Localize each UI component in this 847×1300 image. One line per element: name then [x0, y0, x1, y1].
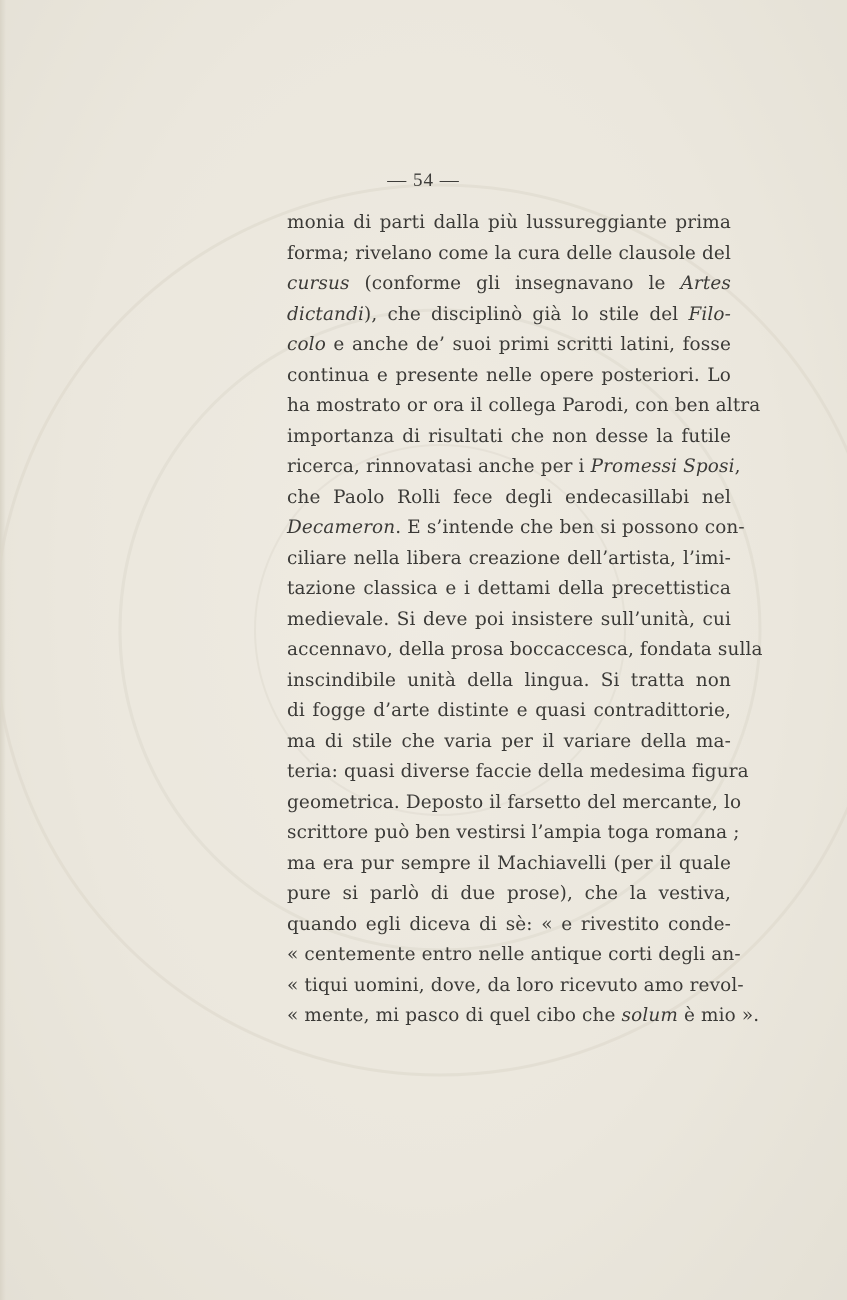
text-line [287, 849, 731, 880]
text-line [287, 452, 741, 483]
text-line [287, 605, 731, 636]
text-line [287, 666, 731, 697]
text-segment: forma; rivelano come la cura delle clausole del [287, 242, 731, 264]
text-line [287, 361, 731, 392]
text-line [287, 483, 731, 514]
text-line [287, 1001, 760, 1032]
text-segment: ricerca, rinnovatasi anche per i [287, 456, 591, 477]
text-line [287, 391, 761, 422]
text-line [287, 971, 744, 1002]
text-segment: « tiqui uomini, dove, da loro ricevuto amo revol- [287, 974, 744, 996]
text-segment: accennavo, della prosa boccaccesca, fondata sulla [287, 639, 763, 660]
text-segment: e anche de’ suoi primi scritti latini, fosse [325, 334, 731, 355]
text-line [287, 269, 731, 300]
text-segment: tazione classica e i dettami della precettistica [287, 578, 731, 599]
text-line [287, 574, 731, 605]
text-line [287, 696, 731, 727]
text-segment: monia di parti dalla più lussureggiante prima [287, 212, 731, 233]
text-segment: . E s’intende che ben si possono con- [395, 517, 745, 538]
text-segment: ma era pur sempre il Machiavelli (per il quale [287, 852, 731, 874]
text-segment: importanza di risultati che non desse la futile [287, 425, 731, 447]
text-line [287, 940, 741, 971]
text-segment: teria: quasi diverse faccie della medesima figura [287, 761, 749, 782]
italic-text: Filo- [688, 303, 731, 325]
text-segment: ), che disciplinò già lo stile del [364, 303, 689, 325]
text-line [287, 208, 731, 239]
text-segment: ciliare nella libera creazione dell’artista, l’imi- [287, 547, 731, 569]
text-line [287, 513, 745, 544]
text-line [287, 757, 749, 788]
text-segment: , [734, 456, 741, 477]
text-segment: medievale. Si deve poi insistere sull’unità, cui [287, 608, 731, 630]
text-segment: « centemente entro nelle antique corti degli an- [287, 944, 741, 965]
text-line [287, 635, 763, 666]
text-segment: ha mostrato or ora il collega Parodi, con ben altra [287, 395, 761, 416]
text-line [287, 818, 740, 849]
text-segment: (conforme gli insegnavano le [349, 273, 681, 294]
text-segment: « mente, mi pasco di quel cibo che [287, 1005, 622, 1026]
text-segment: pure si parlò di due prose), che la vestiva, [287, 883, 731, 904]
text-line [287, 422, 731, 453]
text-line [287, 544, 731, 575]
italic-text: solum [621, 1005, 678, 1026]
text-segment: scrittore può ben vestirsi l’ampia toga romana ; [287, 822, 740, 843]
italic-text: Decameron [287, 517, 396, 538]
text-segment: è mio ». [677, 1005, 760, 1026]
italic-text: Promessi Sposi [590, 456, 735, 477]
italic-text: dictandi [287, 303, 365, 325]
text-segment: continua e presente nelle opere posteriori. Lo [287, 364, 731, 386]
italic-text: colo [287, 334, 326, 355]
text-line [287, 727, 731, 758]
text-segment: quando egli diceva di sè: « e rivestito conde- [287, 913, 731, 935]
text-segment: inscindibile unità della lingua. Si tratta non [287, 669, 731, 691]
text-segment: che Paolo Rolli fece degli endecasillabi nel [287, 486, 731, 508]
text-segment: geometrica. Deposto il farsetto del mercante, lo [287, 791, 742, 813]
italic-text: Artes [680, 273, 731, 294]
text-line [287, 330, 731, 361]
text-line [287, 300, 731, 331]
page-edge-shadow [0, 0, 6, 1300]
text-segment: di fogge d’arte distinte e quasi contradittorie, [287, 700, 731, 721]
text-line [287, 239, 731, 270]
italic-text: cursus [287, 273, 350, 294]
text-line [287, 879, 731, 910]
page-number: — 54 — [387, 170, 460, 191]
text-segment: ma di stile che varia per il variare della ma- [287, 730, 731, 752]
text-line [287, 910, 731, 941]
text-line [287, 788, 742, 819]
body-text [287, 208, 763, 1032]
